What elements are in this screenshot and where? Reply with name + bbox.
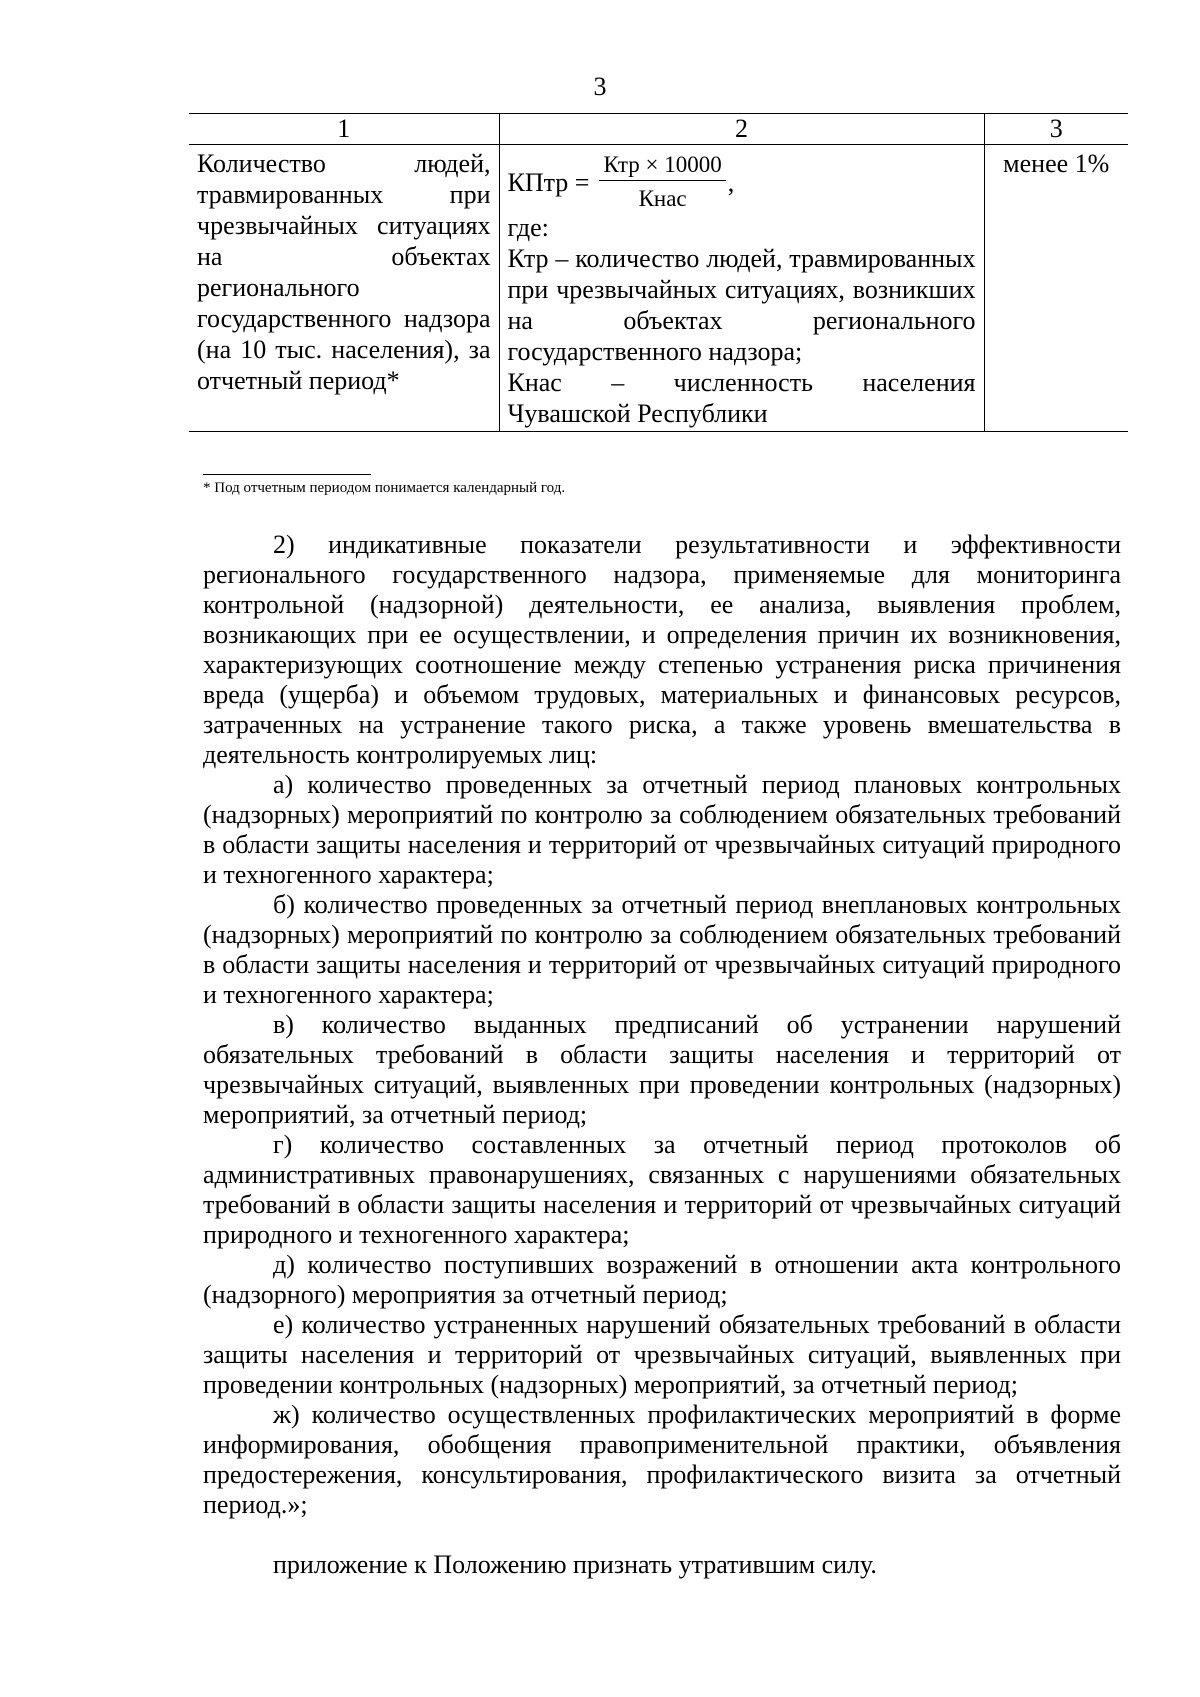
formula-definition: Кнас – численность населения Чувашской Республики <box>507 368 976 428</box>
formula-numerator: Ктр × 10000 <box>599 152 725 181</box>
formula-definition: Ктр – количество людей, травмированных при чрезвычайных ситуациях, возникших на объектах регионального государственного надзора; <box>507 244 976 366</box>
indicator-table <box>189 113 1128 432</box>
closing-paragraph: приложение к Положению признать утратившим силу. <box>273 1550 877 1579</box>
formula-where-label: где: <box>507 213 549 242</box>
list-item-g: г) количество составленных за отчетный период протоколов об административных правонарушениях, связанных с нарушениями обязательных требований в области защиты населения и территорий от чрезвычайных ситуаций природного и техногенного характера; <box>203 1130 1121 1249</box>
list-item-v: в) количество выданных предписаний об устранении нарушений обязательных требований в области защиты населения и территорий от чрезвычайных ситуаций, выявленных при проведении контрольных (надзорных) мероприятий, за отчетный период; <box>203 1010 1121 1129</box>
table-header-row <box>189 114 1128 145</box>
list-item-e: е) количество устраненных нарушений обязательных требований в области защиты населения и территорий от чрезвычайных ситуаций, выявленных при проведении контрольных (надзорных) мероприятий, за отчетный период; <box>203 1310 1121 1399</box>
column-header-1: 1 <box>189 114 499 145</box>
list-item-zh: ж) количество осуществленных профилактических мероприятий в форме информирования, обобщения правоприменительной практики, объявления предостережения, консультирования, профилактического визита за отчетный период.»; <box>203 1400 1121 1519</box>
target-value-cell: менее 1% <box>984 145 1128 432</box>
list-item-b: б) количество проведенных за отчетный период внеплановых контрольных (надзорных) мероприятий по контролю за соблюдением обязательных требований в области защиты населения и территорий от чрезвычайных ситуаций природного и техногенного характера; <box>203 890 1121 1009</box>
formula-cell <box>499 145 984 432</box>
table-row <box>189 145 1128 432</box>
footnote: * Под отчетным периодом понимается календарный год. <box>203 480 566 496</box>
indicator-name-cell: Количество людей, травмированных при чрезвычайных ситуациях на объектах регионального государственного надзора (на 10 тыс. населения), за отчетный период* <box>189 145 499 432</box>
formula-fraction <box>599 152 725 213</box>
formula-trailing-comma: , <box>727 167 735 197</box>
list-item-a: а) количество проведенных за отчетный период плановых контрольных (надзорных) мероприятий по контролю за соблюдением обязательных требований в области защиты населения и территорий от чрезвычайных ситуаций природного и техногенного характера; <box>203 770 1121 889</box>
formula-denominator: Кнас <box>638 185 687 211</box>
paragraph-indicative-indicators: 2) индикативные показатели результативности и эффективности регионального государственного надзора, применяемые для мониторинга контрольной (надзорной) деятельности, ее анализа, выявления проблем, возникающих при ее осуществлении, и определения причин их возникновения, характеризующих соотношение между степенью устранения риска причинения вреда (ущерба) и объемом трудовых, материальных и финансовых ресурсов, затраченных на устранение такого риска, а также уровень вмешательства в деятельность контролируемых лиц: <box>203 530 1121 769</box>
footnote-separator <box>203 474 371 475</box>
formula <box>508 148 976 216</box>
document-body <box>203 530 1121 1580</box>
column-header-3: 3 <box>984 114 1128 145</box>
list-item-d: д) количество поступивших возражений в отношении акта контрольного (надзорного) мероприятия за отчетный период; <box>203 1250 1121 1309</box>
page-number: 3 <box>593 72 607 101</box>
column-header-2: 2 <box>499 114 984 145</box>
formula-lhs: КПтр = <box>507 167 590 197</box>
